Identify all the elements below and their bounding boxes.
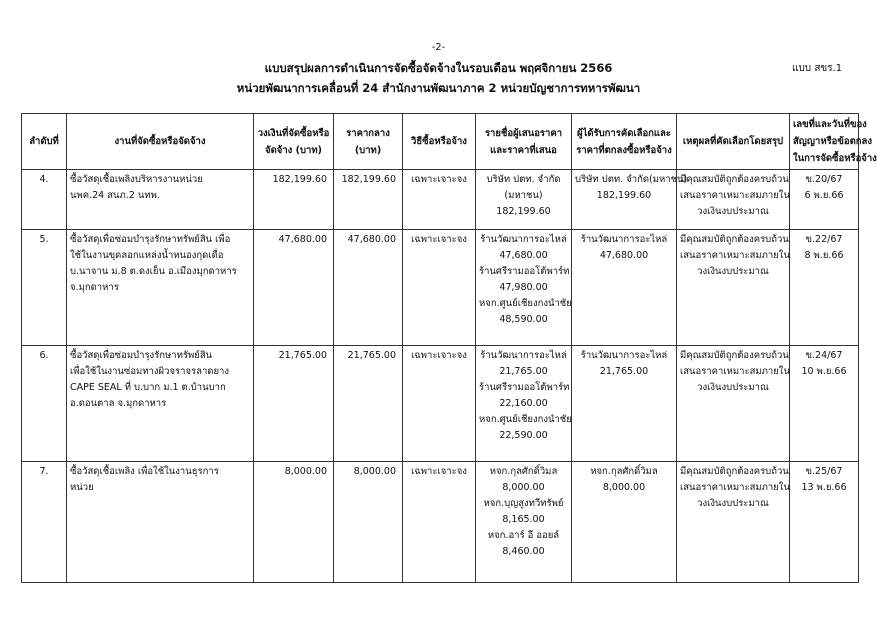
row-budget: 8,000.00: [254, 462, 334, 583]
row-no: 6.: [22, 346, 67, 462]
table-row: [22, 462, 859, 583]
row-method: เฉพาะเจาะจง: [403, 346, 476, 462]
row-selected: บริษัท ปตท. จำกัด(มหาชน) 182,199.60: [572, 170, 677, 230]
row-budget: 21,765.00: [254, 346, 334, 462]
row-item: ซื้อวัสดุเชื้อเพลิง เพื่อใช้ในงานธุรการ หน่วย: [67, 462, 254, 583]
row-budget: 47,680.00: [254, 230, 334, 346]
header-method: วิธีซื้อหรือจ้าง: [403, 114, 476, 170]
header-budget: วงเงินที่จัดซื้อหรือ จัดจ้าง (บาท): [254, 114, 334, 170]
row-method: เฉพาะเจาะจง: [403, 170, 476, 230]
table-header-row: [22, 114, 859, 170]
document-subtitle: หน่วยพัฒนาการเคลื่อนที่ 24 สำนักงานพัฒนาภาค 2 หน่วยบัญชาการทหารพัฒนา: [236, 81, 641, 95]
row-median: 8,000.00: [334, 462, 403, 583]
row-budget: 182,199.60: [254, 170, 334, 230]
page-number: -2-: [431, 42, 446, 53]
row-item: ซื้อวัสดุเพื่อซ่อมบำรุงรักษาทรัพย์สิน เพื่อใช้ในงานซ่อมทางผิวจราจรลาดยาง CAPE SEAL ที่ บ.บาก ม.1 ต.บ้านบาก อ.ดอนตาล จ.มุกดาหาร: [67, 346, 254, 462]
header-selected: ผู้ได้รับการคัดเลือกและ ราคาที่ตกลงซื้อหรือจ้าง: [572, 114, 677, 170]
form-code: แบบ สขร.1: [792, 63, 843, 74]
row-bidders: ร้านวัฒนาการอะไหล่ 47,680.00 ร้านศรีรามออโต้พาร์ท 47,980.00 หจก.ศูนย์เชียงกงนำชัย 48,590.00: [476, 230, 572, 346]
row-reason: มีคุณสมบัติถูกต้องครบถ้วน เสนอราคาเหมาะสมภายใน วงเงินงบประมาณ: [677, 230, 790, 346]
table-row: [22, 230, 859, 346]
header-bidders: รายชื่อผู้เสนอราคา และราคาที่เสนอ: [476, 114, 572, 170]
header-contract: เลขที่และวันที่ของ สัญญาหรือข้อตกลง ในการจัดซื้อหรือจ้าง: [790, 114, 859, 170]
row-contract: ข.20/67 6 พ.ย.66: [790, 170, 859, 230]
document-title: แบบสรุปผลการดำเนินการจัดซื้อจัดจ้างในรอบเดือน พฤศจิกายน 2566: [264, 61, 613, 75]
table-row: [22, 170, 859, 230]
row-item: ซื้อวัสดุเพื่อซ่อมบำรุงรักษาทรัพย์สิน เพื่อ ใช้ในงานขุดลอกแหล่งน้ำหนองกุดเดื่อ บ.นาจาน ม.8 ต.ดงเย็น อ.เมืองมุกดาหาร จ.มุกดาหาร: [67, 230, 254, 346]
header-item: งานที่จัดซื้อหรือจัดจ้าง: [67, 114, 254, 170]
row-selected: ร้านวัฒนาการอะไหล่ 47,680.00: [572, 230, 677, 346]
procurement-table: [21, 113, 877, 583]
row-median: 47,680.00: [334, 230, 403, 346]
header-reason: เหตุผลที่คัดเลือกโดยสรุป: [677, 114, 790, 170]
table-row: [22, 346, 859, 462]
header-median: ราคากลาง (บาท): [334, 114, 403, 170]
row-no: 7.: [22, 462, 67, 583]
row-bidders: บริษัท ปตท. จำกัด (มหาชน) 182,199.60: [476, 170, 572, 230]
row-method: เฉพาะเจาะจง: [403, 230, 476, 346]
row-selected: ร้านวัฒนาการอะไหล่ 21,765.00: [572, 346, 677, 462]
header-no: ลำดับที่: [22, 114, 67, 170]
row-contract: ข.24/67 10 พ.ย.66: [790, 346, 859, 462]
row-reason: มีคุณสมบัติถูกต้องครบถ้วน เสนอราคาเหมาะสมภายใน วงเงินงบประมาณ: [677, 170, 790, 230]
row-reason: มีคุณสมบัติถูกต้องครบถ้วน เสนอราคาเหมาะสมภายใน วงเงินงบประมาณ: [677, 346, 790, 462]
row-item: ซื้อวัสดุเชื้อเพลิงบริหารงานหน่วย นพค.24 สนภ.2 นทพ.: [67, 170, 254, 230]
row-contract: ข.25/67 13 พ.ย.66: [790, 462, 859, 583]
row-median: 182,199.60: [334, 170, 403, 230]
row-reason: มีคุณสมบัติถูกต้องครบถ้วน เสนอราคาเหมาะสมภายใน วงเงินงบประมาณ: [677, 462, 790, 583]
row-no: 5.: [22, 230, 67, 346]
row-bidders: ร้านวัฒนาการอะไหล่ 21,765.00 ร้านศรีรามออโต้พาร์ท 22,160.00 หจก.ศูนย์เชียงกงนำชัย 22,590.00: [476, 346, 572, 462]
row-method: เฉพาะเจาะจง: [403, 462, 476, 583]
row-median: 21,765.00: [334, 346, 403, 462]
row-bidders: หจก.กุลศักดิ์วิมล 8,000.00 หจก.บุญสูงทวีทรัพย์ 8,165.00 หจก.อาร์ อี ออยล์ 8,460.00: [476, 462, 572, 583]
row-no: 4.: [22, 170, 67, 230]
row-selected: หจก.กุลศักดิ์วิมล 8,000.00: [572, 462, 677, 583]
row-contract: ข.22/67 8 พ.ย.66: [790, 230, 859, 346]
